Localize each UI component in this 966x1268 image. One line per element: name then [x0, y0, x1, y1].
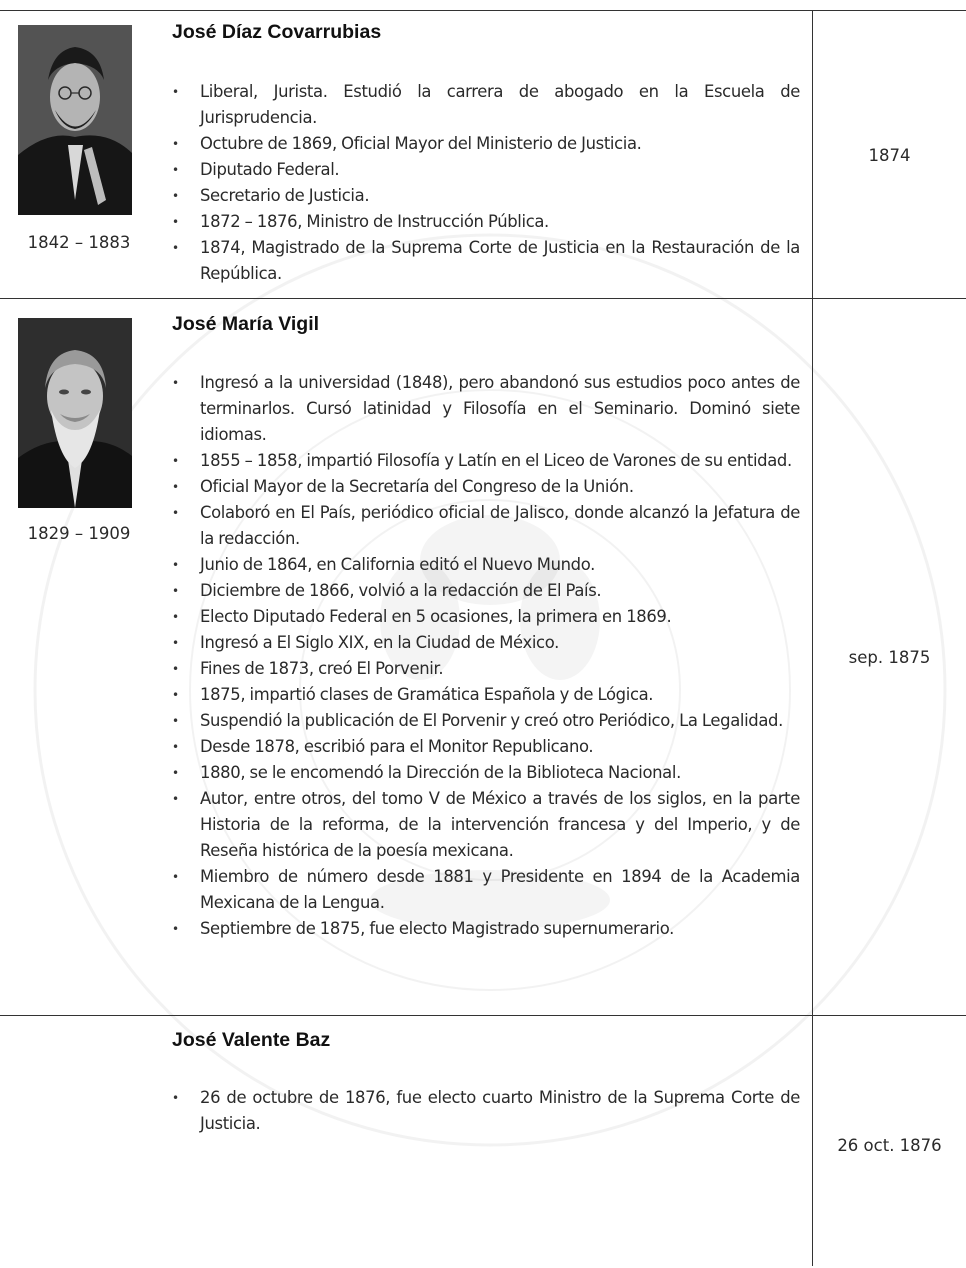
lifespan: 1842 – 1883	[27, 233, 131, 252]
list-item: • Diciembre de 1866, volvió a la redacción de El País.	[172, 578, 800, 604]
bullet-icon: •	[172, 922, 179, 936]
bullet-icon: •	[172, 870, 179, 884]
person-name: José María Vigil	[172, 313, 320, 335]
appointment-date: sep. 1875	[848, 648, 931, 667]
list-item: • Electo Diputado Federal en 5 ocasiones, la primera en 1869.	[172, 604, 800, 630]
list-item: • Autor, entre otros, del tomo V de México a través de los siglos, en la parte Historia de la reforma, de la intervención francesa y del Imperio, y de Reseña histórica de la poesía mexicana.	[172, 786, 800, 864]
row-divider	[0, 298, 966, 299]
person-name: José Díaz Covarrubias	[172, 21, 382, 43]
bullet-icon: •	[172, 740, 179, 754]
list-item: • Suspendió la publicación de El Porvenir y creó otro Periódico, La Legalidad.	[172, 708, 800, 734]
list-item: • Secretario de Justicia.	[172, 183, 800, 209]
row-divider	[0, 1015, 966, 1016]
bullet-list	[172, 1085, 800, 1137]
list-item: • Oficial Mayor de la Secretaría del Congreso de la Unión.	[172, 474, 800, 500]
bullet-icon: •	[172, 137, 179, 151]
bullet-icon: •	[172, 766, 179, 780]
bullet-icon: •	[172, 714, 179, 728]
bullet-icon: •	[172, 480, 179, 494]
row-divider	[0, 10, 966, 11]
bullet-icon: •	[172, 636, 179, 650]
list-item: • 1875, impartió clases de Gramática Española y de Lógica.	[172, 682, 800, 708]
list-item: • Colaboró en El País, periódico oficial de Jalisco, donde alcanzó la Jefatura de la redacción.	[172, 500, 800, 552]
bullet-icon: •	[172, 1091, 179, 1105]
bullet-icon: •	[172, 662, 179, 676]
portrait-jose-maria-vigil	[18, 318, 132, 508]
bullet-icon: •	[172, 506, 179, 520]
list-item: • Miembro de número desde 1881 y Presidente en 1894 de la Academia Mexicana de la Lengua.	[172, 864, 800, 916]
column-divider	[812, 10, 813, 1266]
list-item: • Ingresó a El Siglo XIX, en la Ciudad de México.	[172, 630, 800, 656]
list-item: • Junio de 1864, en California editó el Nuevo Mundo.	[172, 552, 800, 578]
appointment-date: 26 oct. 1876	[837, 1136, 942, 1155]
list-item: • Ingresó a la universidad (1848), pero abandonó sus estudios poco antes de terminarlos. Cursó latinidad y Filosofía en el Seminario. Dominó siete idiomas.	[172, 370, 800, 448]
bullet-icon: •	[172, 189, 179, 203]
bullet-icon: •	[172, 85, 179, 99]
list-item: • Octubre de 1869, Oficial Mayor del Ministerio de Justicia.	[172, 131, 800, 157]
list-item: • Septiembre de 1875, fue electo Magistrado supernumerario.	[172, 916, 800, 942]
list-item: • 1872 – 1876, Ministro de Instrucción Pública.	[172, 209, 800, 235]
bullet-list	[172, 79, 800, 287]
list-item: • 1880, se le encomendó la Dirección de la Biblioteca Nacional.	[172, 760, 800, 786]
bullet-icon: •	[172, 792, 179, 806]
appointment-date: 1874	[868, 146, 911, 165]
bullet-icon: •	[172, 163, 179, 177]
lifespan: 1829 – 1909	[27, 524, 131, 543]
list-item: • 26 de octubre de 1876, fue electo cuarto Ministro de la Suprema Corte de Justicia.	[172, 1085, 800, 1137]
bullet-icon: •	[172, 215, 179, 229]
list-item: • Desde 1878, escribió para el Monitor Republicano.	[172, 734, 800, 760]
portrait-jose-diaz-covarrubias	[18, 25, 132, 215]
bullet-icon: •	[172, 558, 179, 572]
person-name: José Valente Baz	[172, 1029, 331, 1051]
bullet-icon: •	[172, 454, 179, 468]
list-item: • Fines de 1873, creó El Porvenir.	[172, 656, 800, 682]
bullet-icon: •	[172, 610, 179, 624]
list-item: • Liberal, Jurista. Estudió la carrera de abogado en la Escuela de Jurisprudencia.	[172, 79, 800, 131]
bullet-list	[172, 370, 800, 942]
bullet-icon: •	[172, 688, 179, 702]
list-item: • 1855 – 1858, impartió Filosofía y Latín en el Liceo de Varones de su entidad.	[172, 448, 800, 474]
bullet-icon: •	[172, 376, 179, 390]
bullet-icon: •	[172, 584, 179, 598]
list-item: • Diputado Federal.	[172, 157, 800, 183]
list-item: • 1874, Magistrado de la Suprema Corte de Justicia en la Restauración de la República.	[172, 235, 800, 287]
bullet-icon: •	[172, 241, 179, 255]
